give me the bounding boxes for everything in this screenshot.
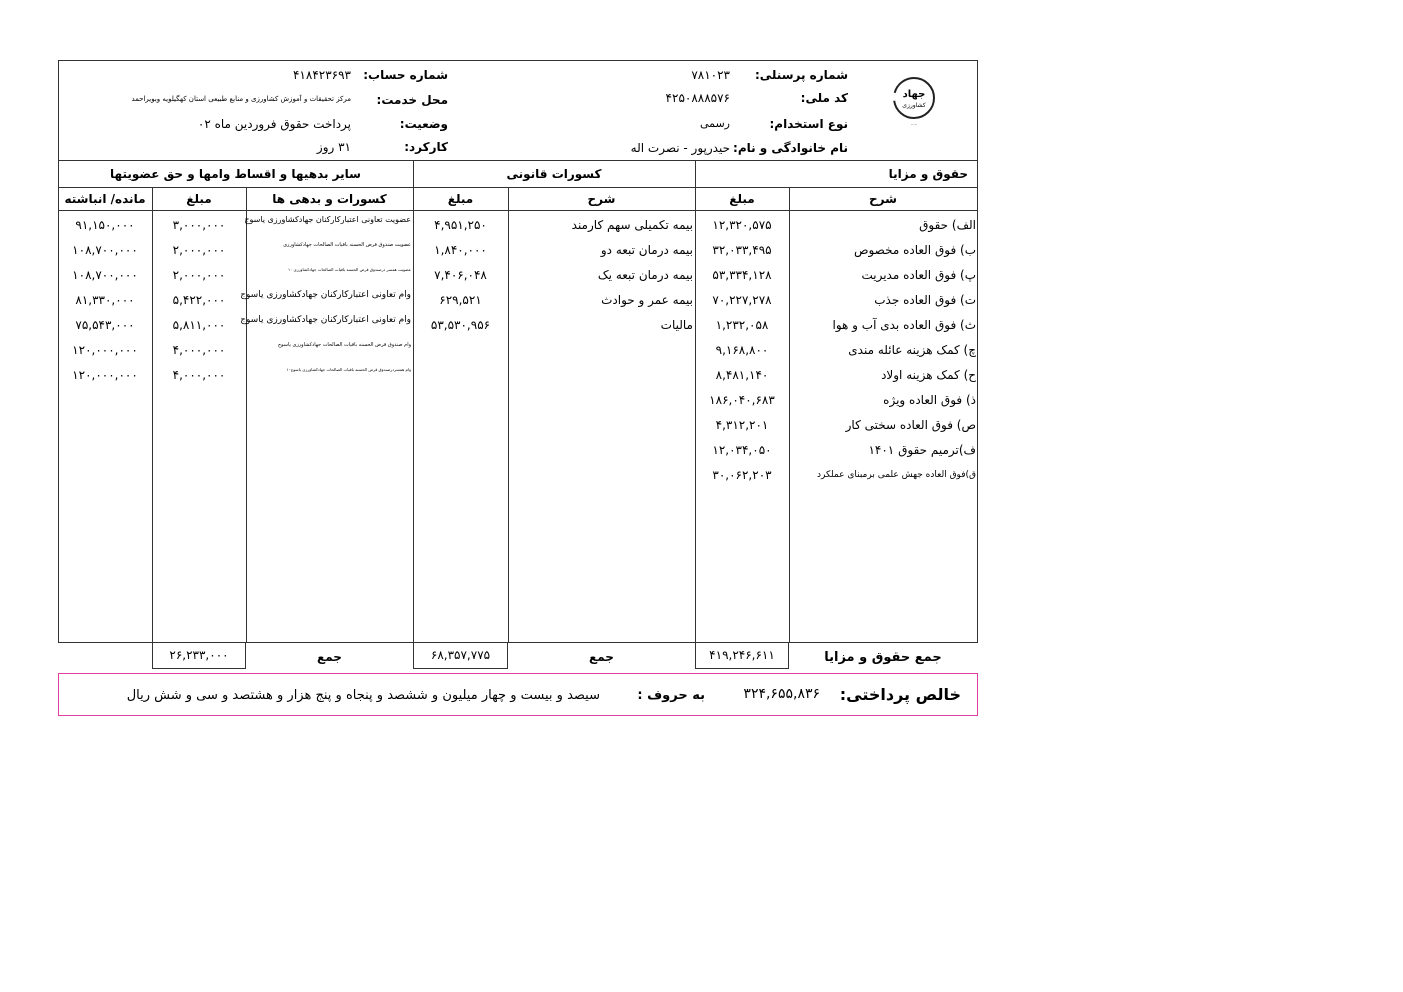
legal-amount: ۵۳,۵۳۰,۹۵۶ — [430, 318, 491, 332]
benefit-amount: ۳۲,۰۳۳,۴۹۵ — [712, 243, 772, 257]
other-remaining: ۹۱,۱۵۰,۰۰۰ — [75, 218, 135, 232]
legal-desc: بیمه تکمیلی سهم کارمند — [571, 218, 693, 232]
divider — [58, 160, 978, 161]
benefit-desc: الف) حقوق — [919, 218, 976, 232]
legal-amount: ۶۲۹,۵۲۱ — [439, 293, 482, 307]
legal-desc: بیمه درمان تبعه دو — [600, 243, 693, 257]
col-amount: مبلغ — [186, 192, 212, 206]
work-days-label: کارکرد: — [404, 140, 448, 154]
legal-total: ۶۸,۳۵۷,۷۷۵ — [413, 642, 508, 669]
other-desc: وام تعاونی اعتبارکارکنان جهادکشاورزی یاسوج — [240, 315, 411, 325]
other-remaining: ۸۱,۳۳۰,۰۰۰ — [75, 293, 135, 307]
benefits-total: ۴۱۹,۲۴۶,۶۱۱ — [695, 642, 789, 669]
col-remaining: مانده/ انباشته — [64, 192, 146, 206]
benefit-desc: ح) کمک هزینه اولاد — [881, 368, 976, 382]
other-remaining: ۱۲۰,۰۰۰,۰۰۰ — [72, 368, 138, 382]
benefit-desc: ث) فوق العاده بدی آب و هوا — [832, 318, 976, 332]
svg-text:کشاورزی: کشاورزی — [902, 102, 926, 109]
legal-desc: مالیات — [660, 318, 693, 332]
other-desc: عضویت همسر درصندوق قرض الحسنه باقیات الصالحات جهادکشاورزی ۱۰ — [287, 267, 411, 272]
personnel-number: ۷۸۱۰۲۳ — [691, 68, 730, 82]
benefit-desc: ص) فوق العاده سختی کار — [845, 418, 976, 432]
benefit-amount: ۱,۲۳۲,۰۵۸ — [715, 318, 769, 332]
other-amount: ۲,۰۰۰,۰۰۰ — [172, 268, 226, 282]
divider — [508, 187, 509, 642]
other-amount: ۵,۴۲۲,۰۰۰ — [172, 293, 226, 307]
other-remaining: ۱۲۰,۰۰۰,۰۰۰ — [72, 343, 138, 357]
col-amount: مبلغ — [447, 192, 474, 206]
section-other-deductions: سایر بدهیها و اقساط وامها و حق عضویتها — [110, 167, 361, 181]
other-desc: عضویت تعاونی اعتبارکارکنان جهادکشاورزی یاسوج — [244, 215, 411, 224]
svg-text:جهاد: جهاد — [902, 89, 926, 100]
work-days: ۳۱ روز — [316, 140, 351, 154]
other-total-label: جمع — [317, 650, 342, 664]
other-amount: ۲,۰۰۰,۰۰۰ — [172, 243, 226, 257]
benefit-amount: ۴,۳۱۲,۲۰۱ — [715, 418, 769, 432]
benefit-amount: ۱۲,۰۳۴,۰۵۰ — [712, 443, 772, 457]
benefit-desc: ت) فوق العاده جذب — [874, 293, 976, 307]
other-amount: ۳,۰۰۰,۰۰۰ — [172, 218, 226, 232]
full-name: حیدرپور - نصرت اله — [630, 141, 730, 155]
legal-desc: بیمه عمر و حوادث — [601, 293, 693, 307]
other-amount: ۴,۰۰۰,۰۰۰ — [172, 343, 226, 357]
employment-type-label: نوع استخدام: — [769, 117, 848, 131]
other-desc: عضویت صندوق قرض الحسنه باقیات الصالحات جهادکشاورزی — [283, 242, 411, 248]
col-debts: کسورات و بدهی ها — [272, 192, 387, 206]
section-legal-deductions: کسورات قانونی — [506, 167, 602, 181]
divider — [246, 187, 247, 642]
net-pay-label: خالص پرداختی: — [839, 685, 961, 704]
benefit-desc: چ) کمک هزینه عائله مندی — [848, 343, 976, 357]
benefit-desc: ذ) فوق العاده ویژه — [883, 393, 976, 407]
benefit-amount: ۹,۱۶۸,۸۰۰ — [715, 343, 769, 357]
full-name-label: نام خانوادگی و نام: — [733, 141, 848, 155]
benefit-desc: ب) فوق العاده مخصوص — [853, 243, 976, 257]
account-number: ۴۱۸۴۲۳۶۹۳ — [292, 68, 351, 82]
benefit-amount: ۷۰,۲۲۷,۲۷۸ — [712, 293, 772, 307]
benefit-desc: پ) فوق العاده مدیریت — [861, 268, 976, 282]
organization-logo — [888, 72, 940, 128]
benefit-amount: ۸,۴۸۱,۱۴۰ — [715, 368, 769, 382]
other-amount: ۵,۸۱۱,۰۰۰ — [172, 318, 226, 332]
other-total: ۲۶,۲۳۳,۰۰۰ — [152, 642, 246, 669]
col-desc: شرح — [587, 192, 616, 206]
other-desc: وام همسردرصندوق قرض الحسنه باقیات الصالحات جهادکشاورزی یاسوج۱۰ — [286, 367, 411, 372]
svg-text:.....: ..... — [910, 121, 918, 126]
workplace-label: محل خدمت: — [376, 93, 448, 107]
benefit-desc: ف)ترمیم حقوق ۱۴۰۱ — [868, 443, 976, 457]
divider — [58, 210, 978, 211]
benefit-amount: ۳۰,۰۶۲,۲۰۳ — [712, 468, 772, 482]
national-code: ۴۲۵۰۸۸۸۵۷۶ — [665, 91, 730, 105]
benefit-amount: ۵۳,۳۳۴,۱۲۸ — [712, 268, 772, 282]
other-remaining: ۱۰۸,۷۰۰,۰۰۰ — [72, 268, 138, 282]
divider — [58, 187, 978, 188]
legal-desc: بیمه درمان تبعه یک — [597, 268, 693, 282]
other-desc: وام صندوق قرض الحسنه باقیات الصالحات جهادکشاورزی یاسوج — [277, 342, 411, 348]
col-amount: مبلغ — [729, 192, 755, 206]
status-label: وضعیت: — [399, 117, 448, 131]
legal-amount: ۱,۸۴۰,۰۰۰ — [434, 243, 487, 257]
section-benefits: حقوق و مزایا — [888, 167, 968, 181]
workplace: مرکز تحقیقات و آموزش کشاورزی و منابع طبیعی استان کهگیلویه وبویراحمد — [131, 95, 351, 103]
national-code-label: کد ملی: — [800, 91, 848, 105]
benefit-amount: ۱۸۶,۰۴۰,۶۸۳ — [709, 393, 775, 407]
col-desc: شرح — [869, 192, 897, 206]
other-desc: وام تعاونی اعتبارکارکنان جهادکشاورزی یاسوج — [240, 290, 411, 300]
in-words-label: به حروف : — [637, 688, 705, 703]
benefit-amount: ۱۲,۳۲۰,۵۷۵ — [712, 218, 772, 232]
net-pay-amount: ۳۲۴,۶۵۵,۸۳۶ — [743, 686, 820, 702]
account-number-label: شماره حساب: — [363, 68, 448, 82]
other-remaining: ۷۵,۵۴۳,۰۰۰ — [75, 318, 135, 332]
benefit-desc: ق)فوق العاده جهش علمی برمبنای عملکرد — [816, 470, 976, 480]
benefits-total-label: جمع حقوق و مزایا — [824, 650, 942, 665]
other-remaining: ۱۰۸,۷۰۰,۰۰۰ — [72, 243, 138, 257]
personnel-number-label: شماره پرسنلی: — [754, 68, 848, 82]
other-amount: ۴,۰۰۰,۰۰۰ — [172, 368, 226, 382]
employment-type: رسمی — [699, 117, 730, 130]
divider — [413, 160, 414, 642]
legal-amount: ۷,۴۰۶,۰۴۸ — [434, 268, 487, 282]
net-pay-words: سیصد و بیست و چهار میلیون و ششصد و پنجاه و پنج هزار و هشتصد و سی و شش ریال — [126, 688, 600, 703]
legal-total-label: جمع — [589, 650, 614, 664]
legal-amount: ۴,۹۵۱,۲۵۰ — [434, 218, 487, 232]
divider — [789, 187, 790, 642]
status: پرداخت حقوق فروردین ماه ۰۲ — [197, 117, 351, 131]
